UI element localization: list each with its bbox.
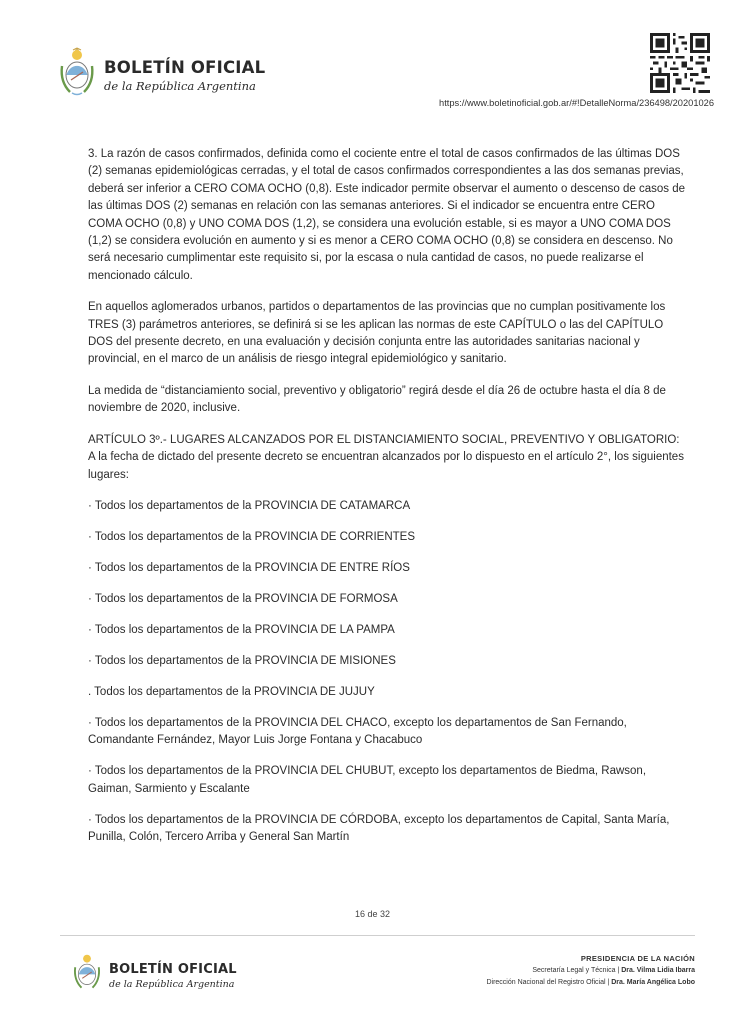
- credit-line-1-prefix: Secretaría Legal y Técnica |: [532, 967, 620, 974]
- list-item: · Todos los departamentos de la PROVINCIA DEL CHACO, excepto los departamentos de San Fernando, Comandante Fernández, Mayor Luis Jorge Fontana y Chacabuco: [88, 716, 627, 747]
- document-body: [88, 146, 688, 860]
- paragraph-medida: La medida de “distanciamiento social, preventivo y obligatorio” regirá desde el día 26 de octubre hasta el día 8 de noviembre de 2020, inclusive.: [88, 384, 666, 415]
- list-item: · Todos los departamentos de la PROVINCIA DE CATAMARCA: [88, 499, 411, 512]
- list-item: · Todos los departamentos de la PROVINCIA DE LA PAMPA: [88, 623, 395, 636]
- list-item: · Todos los departamentos de la PROVINCIA DE MISIONES: [88, 654, 396, 667]
- list-item: · Todos los departamentos de la PROVINCIA DEL CHUBUT, excepto los departamentos de Biedma, Rawson, Gaiman, Sarmiento y Escalante: [88, 765, 647, 795]
- document-url[interactable]: https://www.boletinoficial.gob.ar/#!DetalleNorma/236498/20201026: [439, 98, 714, 108]
- header-logo: [58, 44, 266, 104]
- brand-subtitle: de la República Argentina: [104, 79, 256, 93]
- credit-line-1: [395, 965, 695, 977]
- page-number: 16 de 32: [354, 909, 391, 919]
- list-item: · Todos los departamentos de la PROVINCIA DE CORRIENTES: [88, 530, 416, 543]
- credit-line-2-prefix: Dirección Nacional del Registro Oficial |: [486, 979, 610, 986]
- paragraph-articulo-3: ARTÍCULO 3º.- LUGARES ALCANZADOS POR EL DISTANCIAMIENTO SOCIAL, PREVENTIVO Y OBLIGATORIO: A la fecha de dictado del presente decreto se encuentran alcanzados por lo dispuesto en el artículo 2°, los siguientes lugares:: [88, 433, 684, 481]
- credit-line-2-name: Dra. María Angélica Lobo: [611, 979, 695, 986]
- brand-title: BOLETÍN OFICIAL: [104, 58, 266, 77]
- footer-credits: [395, 953, 695, 989]
- paragraph-indicator: 3. La razón de casos confirmados, definida como el cociente entre el total de casos confirmados de las últimas DOS (2) semanas epidemiológicas cerradas, y el total de casos confirmados correspondientes a las dos semanas previas, deberá ser inferior a CERO COMA OCHO (0,8). Este indicador permite observar el aumento o descenso de casos de las últimas DOS (2) semanas en relación con las semanas anteriores. Si el indicador se encuentra entre CERO COMA OCHO (0,8) y UNO COMA DOS (1,2), se considera una evolución estable, si es mayor a UNO COMA DOS (1,2) se considera evolución en aumento y si es menor a CERO COMA OCHO (0,8) se considera en descenso. No será necesario cumplimentar este requisito si, por la escasa o nula cantidad de casos, no puede realizarse el mencionado cálculo.: [88, 148, 685, 282]
- coat-of-arms-icon: [72, 950, 102, 994]
- footer-brand-subtitle: de la República Argentina: [109, 979, 235, 990]
- footer-logo: [72, 950, 242, 1000]
- list-item: · Todos los departamentos de la PROVINCIA DE FORMOSA: [88, 592, 398, 605]
- credit-line-2: [395, 977, 695, 989]
- list-item: · Todos los departamentos de la PROVINCIA DE CÓRDOBA, excepto los departamentos de Capital, Santa María, Punilla, Colón, Tercero Arriba y General San Martín: [88, 813, 670, 844]
- list-item: · Todos los departamentos de la PROVINCIA DE ENTRE RÍOS: [88, 561, 410, 574]
- footer-divider: [60, 935, 695, 936]
- list-item: . Todos los departamentos de la PROVINCIA DE JUJUY: [88, 685, 375, 698]
- paragraph-aglomerados: En aquellos aglomerados urbanos, partidos o departamentos de las provincias que no cumplan positivamente los TRES (3) parámetros anteriores, se definirá si se les aplican las normas de este CAPÍTULO o las del CAPÍTULO DOS del presente decreto, en una evaluación y decisión conjunta entre las autoridades sanitarias nacional y provincial, en el marco de un análisis de riesgo integral epidemiológico y sanitario.: [88, 301, 666, 366]
- footer-brand-title: BOLETÍN OFICIAL: [109, 962, 237, 977]
- coat-of-arms-icon: [58, 44, 96, 100]
- credit-line-1-name: Dra. Vilma Lidia Ibarra: [621, 967, 695, 974]
- presidencia-label: PRESIDENCIA DE LA NACIÓN: [580, 954, 695, 963]
- qr-code-icon[interactable]: [650, 33, 710, 93]
